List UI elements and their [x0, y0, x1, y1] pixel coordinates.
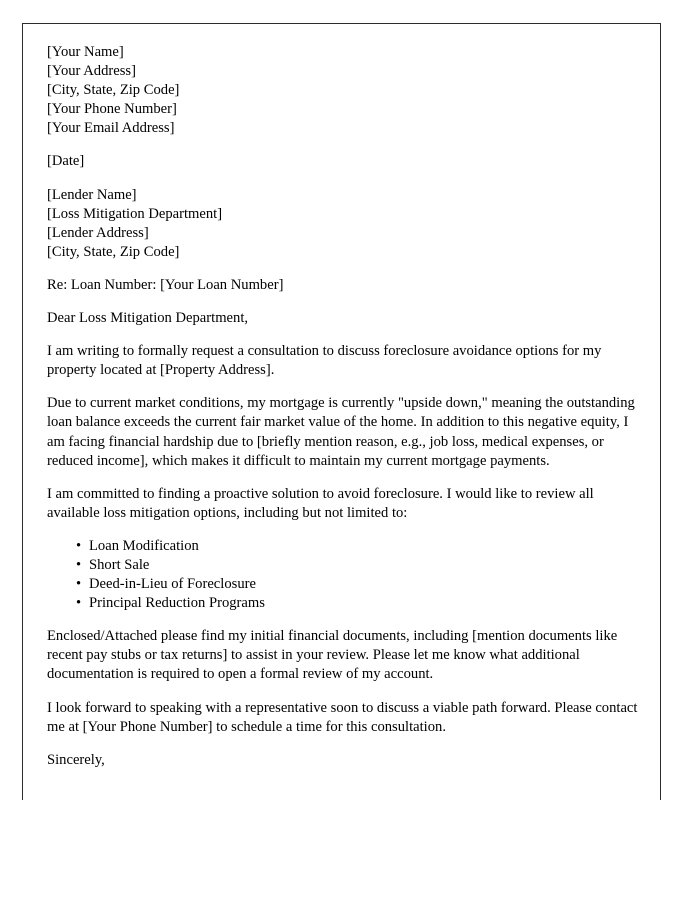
bullet-icon: •: [76, 556, 82, 573]
list-item: [47, 594, 640, 613]
recipient-department-line: [Loss Mitigation Department]: [47, 205, 223, 222]
list-item: [47, 537, 640, 556]
body-paragraph-1: I am writing to formally request a consultation to discuss foreclosure avoidance options for my property located at [Property Address].: [47, 343, 602, 379]
sender-street-line: [Your Address]: [47, 63, 136, 80]
bullet-icon: •: [76, 595, 82, 612]
subject-line: Re: Loan Number: [Your Loan Number]: [47, 276, 284, 293]
sender-city-state-zip-line: [City, State, Zip Code]: [47, 82, 180, 99]
list-item: [47, 556, 640, 575]
sender-email-line: [Your Email Address]: [47, 120, 175, 137]
body-paragraph-3: I am committed to finding a proactive solution to avoid foreclosure. I would like to review all available loss mitigation options, including but not limited to:: [47, 485, 594, 521]
letter-content: [47, 43, 640, 770]
bullet-icon: •: [76, 537, 82, 554]
closing-line: Sincerely,: [47, 751, 105, 768]
body-paragraph-4: Enclosed/Attached please find my initial financial documents, including [mention documents like recent pay stubs or tax returns] to assist in your review. Please let me know what additional documentation is required to open a formal review of my account.: [47, 628, 618, 683]
recipient-lender-name-line: [Lender Name]: [47, 186, 137, 203]
list-item-label: Short Sale: [89, 556, 150, 573]
date-line: [Date]: [47, 153, 85, 170]
list-item-label: Principal Reduction Programs: [89, 595, 265, 612]
loss-mitigation-options-list: [47, 537, 640, 613]
list-item-label: Deed-in-Lieu of Foreclosure: [89, 576, 256, 593]
sender-address-block: [47, 43, 640, 138]
list-item: [47, 575, 640, 594]
bullet-icon: •: [76, 576, 82, 593]
recipient-city-state-zip-line: [City, State, Zip Code]: [47, 243, 180, 260]
list-item-label: Loan Modification: [89, 537, 199, 554]
sender-phone-line: [Your Phone Number]: [47, 101, 177, 118]
sender-name-line: [Your Name]: [47, 44, 124, 60]
recipient-address-block: [47, 186, 640, 262]
salutation: Dear Loss Mitigation Department,: [47, 310, 249, 327]
recipient-street-line: [Lender Address]: [47, 224, 149, 241]
body-paragraph-5: I look forward to speaking with a representative soon to discuss a viable path forward. Please contact me at [Your Phone Number] to schedule a time for this consultation.: [47, 699, 638, 735]
body-paragraph-2: Due to current market conditions, my mortgage is currently "upside down," meaning the outstanding loan balance exceeds the current fair market value of the home. In addition to this negative equity, I am facing financial hardship due to [briefly mention reason, e.g., job loss, medical expenses, or reduced income], which makes it difficult to maintain my current mortgage payments.: [47, 395, 635, 469]
document-page: [22, 23, 661, 800]
